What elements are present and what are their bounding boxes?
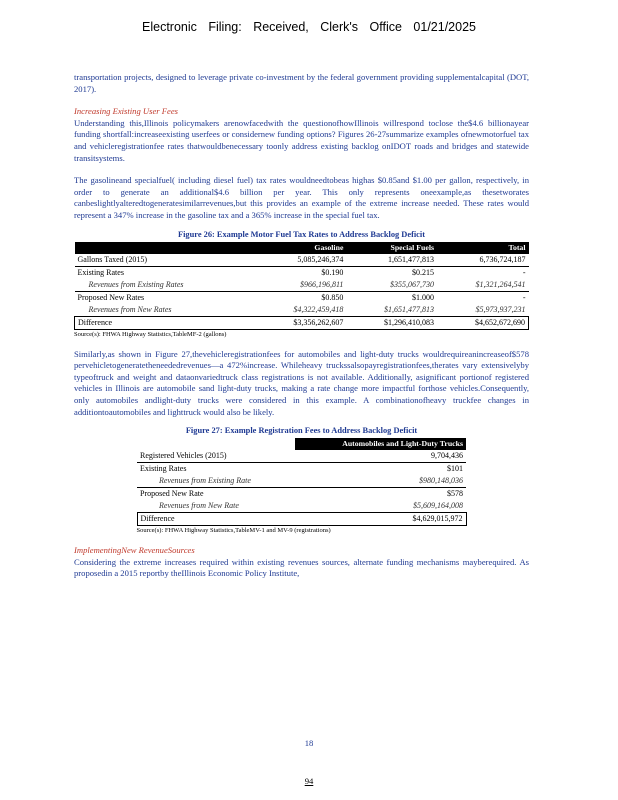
section-heading-new-revenue: ImplementingNew RevenueSources xyxy=(74,545,195,556)
cell-value: $4,629,015,972 xyxy=(412,514,463,524)
cell-total: - xyxy=(522,267,526,277)
row-label: Gallons Taxed (2015) xyxy=(77,254,147,264)
cell-gasoline: $0.850 xyxy=(321,292,344,302)
table-row-difference xyxy=(75,316,529,329)
cell-gasoline: $0.190 xyxy=(321,267,344,277)
cell-gasoline: $4,322,459,418 xyxy=(293,304,344,314)
cell-total: $1,321,264,541 xyxy=(475,279,526,289)
table-row xyxy=(137,500,466,513)
cell-value: $101 xyxy=(447,464,463,474)
cell-gasoline: $3,356,262,607 xyxy=(293,317,344,327)
fig26-header-blank xyxy=(75,242,256,254)
fig26-header-gasoline: Gasoline xyxy=(256,242,347,254)
row-label: Proposed New Rates xyxy=(77,292,145,302)
cell-special: $1.000 xyxy=(412,292,435,302)
row-label: Existing Rates xyxy=(140,464,187,474)
row-label: Registered Vehicles (2015) xyxy=(140,451,227,461)
row-label: Difference xyxy=(78,317,113,327)
figure-26-source: Source(s): FHWA Highway Statistics,TableMF-2 (gallons) xyxy=(74,330,227,338)
paragraph-registration-fees: Similarly,as shown in Figure 27,thevehicleregistrationfees for automobiles and light-duty trucks wouldrequireanincreaseof$578 pervehicletogeneratetheneededrevenues—a 472%increase. Whileheavy truckssalsopayregistrationfees,therates vary extensivelyby typeoftruck and weight and dataonvariedtruck class registrations is not available. Additionally, asignificant portionof registered vehicles in Illinois are automobile sand light-duty trucks, making a rate change more impactful forthose vehicles.Consequently, only automobiles andlight-duty trucks were considered in this example. A combinationofheavy truckfee changes in additiontoautomobiles and lighttruck would also be likely. xyxy=(74,348,529,417)
cell-total: $4,652,672,690 xyxy=(475,317,525,327)
cell-value: $980,148,036 xyxy=(419,476,463,486)
table-row xyxy=(137,450,466,463)
table-row xyxy=(75,279,529,292)
table-row xyxy=(75,254,529,267)
paragraph-fuel-rates: The gasolineand specialfuel( including diesel fuel) tax rates wouldneedtobeas highas $0.85and $1.00 per gallon, respectively, in order to generate an additional$4.6 billion per year. This only represents oneexample,as thesetworates canbeslightlyalteredtogeneratesimilarrevenues,but this provides an example of the extreme increase needed. These rates would represent a 347% increase in the gasoline tax and a 365% increase in the special fuel tax. xyxy=(74,175,529,220)
paragraph-shortfall: Understanding this,Illinois policymakers arenowfacedwith the questionofhowIllinois willrespond toclose the$4.6 billionayear funding shortfall:increaseexisting userfees or considernew funding options? Figures 26-27summarize examples ofnewmotorfuel tax and vehicleregistrationfee rates thatwouldbenecessary toonly address existing backlog onIDOT roads and bridges and statewide transitsystems. xyxy=(74,117,529,163)
cell-gasoline: 5,085,246,374 xyxy=(297,254,344,264)
cell-special: $0.215 xyxy=(412,267,435,277)
cell-value: $578 xyxy=(447,489,463,499)
filing-header: Electronic Filing: Received, Clerk's Office 01/21/2025 xyxy=(142,20,476,34)
table-row xyxy=(137,488,466,501)
cell-special: 1,651,477,813 xyxy=(388,254,435,264)
cell-special: $1,296,410,083 xyxy=(384,317,435,327)
row-label: Revenues from Existing Rates xyxy=(88,279,184,289)
cell-total: $5,973,937,231 xyxy=(475,304,526,314)
table-row xyxy=(75,266,529,279)
table-row-difference xyxy=(137,513,466,526)
figure-27-title: Figure 27: Example Registration Fees to Address Backlog Deficit xyxy=(185,426,418,436)
cell-special: $1,651,477,813 xyxy=(384,304,435,314)
page-number: 18 xyxy=(304,738,314,748)
table-row xyxy=(137,463,466,476)
row-label: Revenues from Existing Rate xyxy=(159,476,251,486)
intro-paragraph: transportation projects, designed to leverage private co-investment by the federal government providing supplementalcapital (DOT, 2017). xyxy=(74,72,529,94)
section-heading-increasing-fees: Increasing Existing User Fees xyxy=(74,106,178,117)
fig27-header-blank xyxy=(137,438,295,450)
cell-gasoline: $966,196,811 xyxy=(300,279,344,289)
row-label: Revenues from New Rate xyxy=(159,501,239,511)
figure-27-wrapper xyxy=(137,438,467,534)
table-row xyxy=(75,304,529,317)
row-label: Difference xyxy=(140,514,175,524)
paragraph-alternate-funding: Considering the extreme increases required within existing revenues sources, alternate funding mechanisms mayberequired. As proposedin a 2015 reportby theIllinois Economic Policy Institute, xyxy=(74,556,529,579)
document-body xyxy=(74,72,529,580)
cell-special: $355,067,730 xyxy=(390,279,435,289)
figure-27-source: Source(s): FHWA Highway Statistics,TableMV-1 and MV-9 (registrations) xyxy=(136,527,331,535)
table-row xyxy=(137,475,466,488)
footer-page-number: 94 xyxy=(304,776,314,786)
row-label: Proposed New Rate xyxy=(140,489,204,499)
cell-value: $5,609,164,008 xyxy=(413,501,463,511)
figure-26-table xyxy=(74,242,529,330)
figure-26-title: Figure 26: Example Motor Fuel Tax Rates to Address Backlog Deficit xyxy=(177,229,426,239)
row-label: Revenues from New Rates xyxy=(88,304,172,314)
fig27-header-automobiles: Automobiles and Light-Duty Trucks xyxy=(295,438,466,450)
cell-total: - xyxy=(522,292,526,302)
table-row xyxy=(75,291,529,304)
cell-total: 6,736,724,187 xyxy=(479,254,526,264)
fig26-header-total: Total xyxy=(437,242,528,254)
row-label: Existing Rates xyxy=(77,267,124,277)
figure-27-table xyxy=(137,438,467,526)
cell-value: 9,704,436 xyxy=(431,451,463,461)
fig26-header-special-fuels: Special Fuels xyxy=(346,242,437,254)
